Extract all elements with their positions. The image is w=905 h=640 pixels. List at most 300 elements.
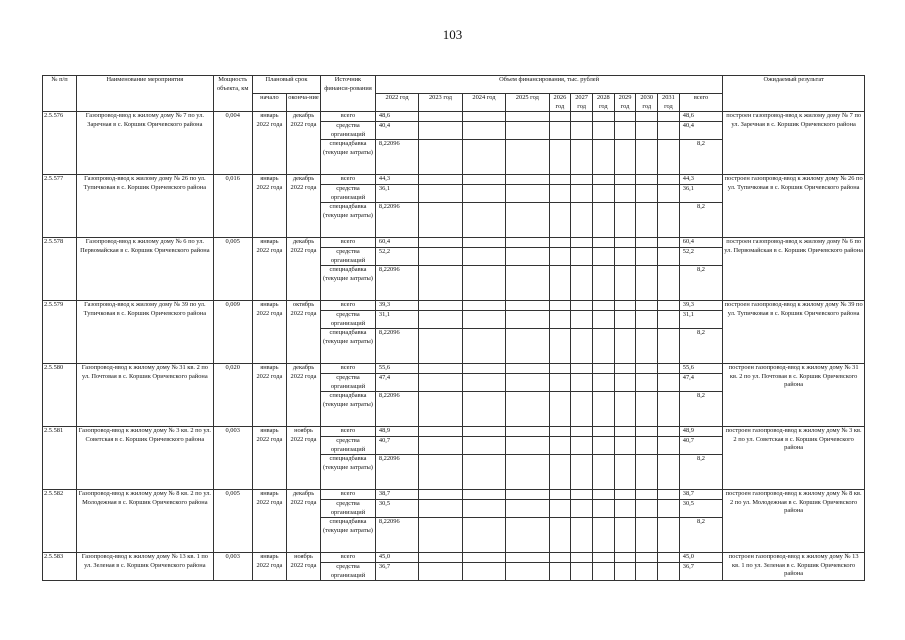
empty-cell	[636, 175, 658, 185]
empty-cell	[571, 518, 593, 553]
empty-cell	[592, 248, 614, 266]
table-row	[43, 301, 865, 311]
empty-cell	[462, 112, 505, 122]
col-source: Источник финанси-рования	[321, 76, 376, 112]
empty-cell	[658, 266, 680, 301]
total-value: 48,9	[679, 427, 722, 437]
row-result: построен газопровод-ввод к жилому дому № 6 по ул. Первомайская в с. Коршик Оричевского района	[723, 238, 865, 301]
source-label: спецнадбавка (текущие затраты)	[321, 266, 376, 301]
empty-cell	[658, 490, 680, 500]
empty-cell	[419, 203, 462, 238]
empty-cell	[592, 140, 614, 175]
empty-cell	[419, 248, 462, 266]
empty-cell	[506, 311, 549, 329]
empty-cell	[462, 518, 505, 553]
col-year: 2030 год	[636, 94, 658, 112]
col-year: 2025 год	[506, 94, 549, 112]
source-label: средства организаций	[321, 185, 376, 203]
empty-cell	[549, 500, 571, 518]
empty-cell	[592, 185, 614, 203]
year-value: 8,22096	[375, 392, 418, 427]
empty-cell	[506, 266, 549, 301]
empty-cell	[636, 563, 658, 581]
empty-cell	[592, 437, 614, 455]
source-label: всего	[321, 490, 376, 500]
source-label: всего	[321, 112, 376, 122]
col-name: Наименование мероприятия	[77, 76, 213, 112]
year-value: 40,4	[375, 122, 418, 140]
row-capacity: 0,009	[213, 301, 252, 364]
empty-cell	[462, 553, 505, 563]
empty-cell	[592, 311, 614, 329]
row-start: январь 2022 года	[252, 427, 286, 490]
empty-cell	[658, 248, 680, 266]
total-value: 40,7	[679, 437, 722, 455]
table-row	[43, 364, 865, 374]
empty-cell	[571, 364, 593, 374]
empty-cell	[614, 427, 636, 437]
total-value: 55,6	[679, 364, 722, 374]
col-total: всего	[679, 94, 722, 112]
source-label: спецнадбавка (текущие затраты)	[321, 329, 376, 364]
empty-cell	[506, 392, 549, 427]
year-value: 8,22096	[375, 455, 418, 490]
empty-cell	[592, 392, 614, 427]
funding-table	[42, 75, 865, 581]
empty-cell	[506, 364, 549, 374]
source-label: спецнадбавка (текущие затраты)	[321, 455, 376, 490]
row-end: ноябрь 2022 года	[286, 427, 320, 490]
empty-cell	[571, 301, 593, 311]
empty-cell	[614, 311, 636, 329]
empty-cell	[658, 185, 680, 203]
row-result: построен газопровод-ввод к жилому дому № 26 по ул. Тупичковая в с. Коршик Оричевского района	[723, 175, 865, 238]
col-year: 2028 год	[592, 94, 614, 112]
total-value: 45,0	[679, 553, 722, 563]
empty-cell	[506, 122, 549, 140]
empty-cell	[419, 392, 462, 427]
empty-cell	[549, 563, 571, 581]
row-number: 2.5.579	[43, 301, 77, 364]
empty-cell	[614, 364, 636, 374]
empty-cell	[549, 248, 571, 266]
empty-cell	[506, 500, 549, 518]
row-number: 2.5.578	[43, 238, 77, 301]
empty-cell	[419, 185, 462, 203]
empty-cell	[636, 301, 658, 311]
year-value: 8,22096	[375, 518, 418, 553]
empty-cell	[549, 518, 571, 553]
year-value: 8,22096	[375, 329, 418, 364]
empty-cell	[506, 203, 549, 238]
empty-cell	[462, 238, 505, 248]
empty-cell	[636, 490, 658, 500]
empty-cell	[592, 175, 614, 185]
empty-cell	[636, 248, 658, 266]
empty-cell	[419, 140, 462, 175]
empty-cell	[419, 500, 462, 518]
year-value: 40,7	[375, 437, 418, 455]
empty-cell	[419, 175, 462, 185]
row-start: январь 2022 года	[252, 364, 286, 427]
empty-cell	[419, 490, 462, 500]
empty-cell	[419, 437, 462, 455]
row-start: январь 2022 года	[252, 553, 286, 581]
empty-cell	[614, 122, 636, 140]
empty-cell	[506, 427, 549, 437]
empty-cell	[506, 301, 549, 311]
row-name: Газопровод-ввод к жилому дому № 8 кв. 2 по ул. Молодежная в с. Коршик Оричевского района	[77, 490, 213, 553]
empty-cell	[419, 455, 462, 490]
total-value: 36,7	[679, 563, 722, 581]
total-value: 8,2	[679, 392, 722, 427]
empty-cell	[658, 329, 680, 364]
col-result: Ожидаемый результат	[723, 76, 865, 112]
row-start: январь 2022 года	[252, 490, 286, 553]
empty-cell	[462, 374, 505, 392]
empty-cell	[614, 301, 636, 311]
empty-cell	[462, 437, 505, 455]
empty-cell	[636, 311, 658, 329]
empty-cell	[462, 175, 505, 185]
total-value: 8,2	[679, 455, 722, 490]
empty-cell	[549, 374, 571, 392]
source-label: средства организаций	[321, 374, 376, 392]
empty-cell	[419, 122, 462, 140]
empty-cell	[462, 329, 505, 364]
row-name: Газопровод-ввод к жилому дому № 3 кв. 2 по ул. Советская в с. Коршик Оричевского района	[77, 427, 213, 490]
empty-cell	[549, 185, 571, 203]
empty-cell	[549, 437, 571, 455]
empty-cell	[658, 364, 680, 374]
total-value: 38,7	[679, 490, 722, 500]
total-value: 39,3	[679, 301, 722, 311]
empty-cell	[614, 248, 636, 266]
empty-cell	[614, 329, 636, 364]
total-value: 44,3	[679, 175, 722, 185]
empty-cell	[636, 427, 658, 437]
empty-cell	[549, 301, 571, 311]
empty-cell	[549, 553, 571, 563]
source-label: всего	[321, 364, 376, 374]
row-end: декабрь 2022 года	[286, 490, 320, 553]
row-end: декабрь 2022 года	[286, 364, 320, 427]
source-label: спецнадбавка (текущие затраты)	[321, 518, 376, 553]
empty-cell	[571, 185, 593, 203]
empty-cell	[614, 374, 636, 392]
empty-cell	[462, 140, 505, 175]
empty-cell	[592, 301, 614, 311]
empty-cell	[636, 112, 658, 122]
source-label: средства организаций	[321, 122, 376, 140]
empty-cell	[614, 203, 636, 238]
empty-cell	[658, 301, 680, 311]
empty-cell	[549, 329, 571, 364]
total-value: 31,1	[679, 311, 722, 329]
page-number: 103	[442, 27, 463, 42]
year-value: 48,9	[375, 427, 418, 437]
empty-cell	[636, 374, 658, 392]
empty-cell	[592, 500, 614, 518]
empty-cell	[614, 518, 636, 553]
empty-cell	[462, 301, 505, 311]
empty-cell	[614, 140, 636, 175]
empty-cell	[592, 122, 614, 140]
year-value: 38,7	[375, 490, 418, 500]
col-term-start: начало	[252, 94, 286, 112]
source-label: спецнадбавка (текущие затраты)	[321, 392, 376, 427]
row-start: январь 2022 года	[252, 238, 286, 301]
source-label: средства организаций	[321, 500, 376, 518]
table-row	[43, 490, 865, 500]
empty-cell	[571, 563, 593, 581]
col-capacity: Мощность объекта, км	[213, 76, 252, 112]
empty-cell	[658, 392, 680, 427]
empty-cell	[636, 553, 658, 563]
empty-cell	[549, 392, 571, 427]
empty-cell	[419, 329, 462, 364]
source-label: всего	[321, 553, 376, 563]
total-value: 48,6	[679, 112, 722, 122]
empty-cell	[571, 203, 593, 238]
source-label: всего	[321, 301, 376, 311]
year-value: 8,22096	[375, 140, 418, 175]
empty-cell	[506, 518, 549, 553]
empty-cell	[506, 140, 549, 175]
row-start: январь 2022 года	[252, 112, 286, 175]
source-label: спецнадбавка (текущие затраты)	[321, 203, 376, 238]
table-row	[43, 427, 865, 437]
empty-cell	[592, 427, 614, 437]
year-value: 44,3	[375, 175, 418, 185]
row-end: октябрь 2022 года	[286, 301, 320, 364]
row-number: 2.5.582	[43, 490, 77, 553]
row-capacity: 0,005	[213, 238, 252, 301]
empty-cell	[636, 500, 658, 518]
empty-cell	[506, 553, 549, 563]
empty-cell	[636, 140, 658, 175]
empty-cell	[592, 203, 614, 238]
row-capacity: 0,003	[213, 427, 252, 490]
empty-cell	[636, 203, 658, 238]
row-capacity: 0,020	[213, 364, 252, 427]
row-result: построен газопровод-ввод к жилому дому № 7 по ул. Заречная в с. Коршик Оричевского района	[723, 112, 865, 175]
col-year: 2023 год	[419, 94, 462, 112]
total-value: 47,4	[679, 374, 722, 392]
empty-cell	[549, 266, 571, 301]
empty-cell	[419, 374, 462, 392]
empty-cell	[636, 238, 658, 248]
empty-cell	[506, 329, 549, 364]
row-start: январь 2022 года	[252, 301, 286, 364]
col-term-end: оконча-ние	[286, 94, 320, 112]
total-value: 30,5	[679, 500, 722, 518]
empty-cell	[614, 553, 636, 563]
empty-cell	[592, 238, 614, 248]
empty-cell	[592, 266, 614, 301]
empty-cell	[592, 490, 614, 500]
empty-cell	[419, 427, 462, 437]
empty-cell	[592, 112, 614, 122]
empty-cell	[549, 427, 571, 437]
col-year: 2022 год	[375, 94, 418, 112]
empty-cell	[592, 518, 614, 553]
empty-cell	[614, 238, 636, 248]
table-row	[43, 553, 865, 563]
row-capacity: 0,003	[213, 553, 252, 581]
empty-cell	[571, 374, 593, 392]
total-value: 8,2	[679, 140, 722, 175]
empty-cell	[506, 238, 549, 248]
year-value: 36,7	[375, 563, 418, 581]
empty-cell	[614, 455, 636, 490]
total-value: 8,2	[679, 266, 722, 301]
empty-cell	[506, 563, 549, 581]
empty-cell	[658, 427, 680, 437]
source-label: всего	[321, 427, 376, 437]
empty-cell	[549, 175, 571, 185]
row-result: построен газопровод-ввод к жилому дому № 3 кв. 2 по ул. Советская в с. Коршик Оричевского района	[723, 427, 865, 490]
source-label: всего	[321, 238, 376, 248]
empty-cell	[571, 238, 593, 248]
empty-cell	[419, 238, 462, 248]
empty-cell	[506, 112, 549, 122]
row-end: ноябрь 2022 года	[286, 553, 320, 581]
empty-cell	[571, 112, 593, 122]
empty-cell	[462, 500, 505, 518]
empty-cell	[462, 185, 505, 203]
empty-cell	[571, 266, 593, 301]
row-name: Газопровод-ввод к жилому дому № 31 кв. 2 по ул. Почтовая в с. Коршик Оричевского района	[77, 364, 213, 427]
empty-cell	[571, 140, 593, 175]
empty-cell	[462, 203, 505, 238]
empty-cell	[592, 455, 614, 490]
row-end: декабрь 2022 года	[286, 238, 320, 301]
total-value: 36,1	[679, 185, 722, 203]
source-label: всего	[321, 175, 376, 185]
empty-cell	[658, 437, 680, 455]
col-year: 2031 год	[658, 94, 680, 112]
empty-cell	[614, 185, 636, 203]
table-row	[43, 112, 865, 122]
empty-cell	[614, 437, 636, 455]
empty-cell	[462, 455, 505, 490]
year-value: 47,4	[375, 374, 418, 392]
row-number: 2.5.577	[43, 175, 77, 238]
year-value: 45,0	[375, 553, 418, 563]
empty-cell	[636, 455, 658, 490]
empty-cell	[419, 518, 462, 553]
row-result: построен газопровод-ввод к жилому дому № 8 кв. 2 по ул. Молодежная в с. Коршик Оричевского района	[723, 490, 865, 553]
empty-cell	[462, 311, 505, 329]
empty-cell	[549, 364, 571, 374]
empty-cell	[592, 563, 614, 581]
row-result: построен газопровод-ввод к жилому дому № 31 кв. 2 по ул. Почтовая в с. Коршик Оричевского района	[723, 364, 865, 427]
empty-cell	[571, 311, 593, 329]
col-num: № п/п	[43, 76, 77, 112]
total-value: 52,2	[679, 248, 722, 266]
empty-cell	[592, 553, 614, 563]
empty-cell	[614, 500, 636, 518]
total-value: 8,2	[679, 518, 722, 553]
year-value: 31,1	[375, 311, 418, 329]
empty-cell	[636, 437, 658, 455]
empty-cell	[419, 563, 462, 581]
empty-cell	[636, 392, 658, 427]
empty-cell	[462, 248, 505, 266]
empty-cell	[462, 392, 505, 427]
empty-cell	[549, 203, 571, 238]
row-capacity: 0,005	[213, 490, 252, 553]
year-value: 60,4	[375, 238, 418, 248]
empty-cell	[571, 490, 593, 500]
empty-cell	[658, 553, 680, 563]
empty-cell	[658, 500, 680, 518]
empty-cell	[658, 112, 680, 122]
empty-cell	[571, 427, 593, 437]
empty-cell	[658, 203, 680, 238]
row-name: Газопровод-ввод к жилому дому № 6 по ул. Первомайская в с. Коршик Оричевского района	[77, 238, 213, 301]
empty-cell	[549, 311, 571, 329]
empty-cell	[506, 185, 549, 203]
empty-cell	[592, 364, 614, 374]
empty-cell	[419, 553, 462, 563]
empty-cell	[614, 266, 636, 301]
row-result: построен газопровод-ввод к жилому дому № 13 кв. 1 по ул. Зеленая в с. Коршик Оричевского района	[723, 553, 865, 581]
empty-cell	[549, 112, 571, 122]
empty-cell	[658, 175, 680, 185]
table-row	[43, 175, 865, 185]
row-number: 2.5.580	[43, 364, 77, 427]
col-funding: Объем финансирования, тыс. рублей	[375, 76, 722, 94]
total-value: 40,4	[679, 122, 722, 140]
empty-cell	[462, 427, 505, 437]
empty-cell	[549, 238, 571, 248]
table-row	[43, 238, 865, 248]
row-capacity: 0,016	[213, 175, 252, 238]
source-label: спецнадбавка (текущие затраты)	[321, 140, 376, 175]
empty-cell	[658, 563, 680, 581]
year-value: 8,22096	[375, 203, 418, 238]
empty-cell	[571, 248, 593, 266]
empty-cell	[658, 374, 680, 392]
row-number: 2.5.581	[43, 427, 77, 490]
empty-cell	[571, 455, 593, 490]
empty-cell	[506, 374, 549, 392]
row-name: Газопровод-ввод к жилому дому № 13 кв. 1 по ул. Зеленая в с. Коршик Оричевского района	[77, 553, 213, 581]
empty-cell	[614, 392, 636, 427]
empty-cell	[658, 140, 680, 175]
year-value: 36,1	[375, 185, 418, 203]
empty-cell	[571, 175, 593, 185]
row-capacity: 0,004	[213, 112, 252, 175]
source-label: средства организаций	[321, 248, 376, 266]
empty-cell	[571, 500, 593, 518]
year-value: 48,6	[375, 112, 418, 122]
year-value: 8,22096	[375, 266, 418, 301]
row-end: декабрь 2022 года	[286, 175, 320, 238]
empty-cell	[614, 563, 636, 581]
empty-cell	[658, 518, 680, 553]
row-name: Газопровод-ввод к жилому дому № 7 по ул. Заречная в с. Коршик Оричевского района	[77, 112, 213, 175]
empty-cell	[462, 266, 505, 301]
row-name: Газопровод-ввод к жилому дому № 39 по ул. Тупичковая в с. Коршик Оричевского района	[77, 301, 213, 364]
empty-cell	[419, 112, 462, 122]
empty-cell	[571, 437, 593, 455]
source-label: средства организаций	[321, 563, 376, 581]
empty-cell	[549, 140, 571, 175]
empty-cell	[636, 266, 658, 301]
